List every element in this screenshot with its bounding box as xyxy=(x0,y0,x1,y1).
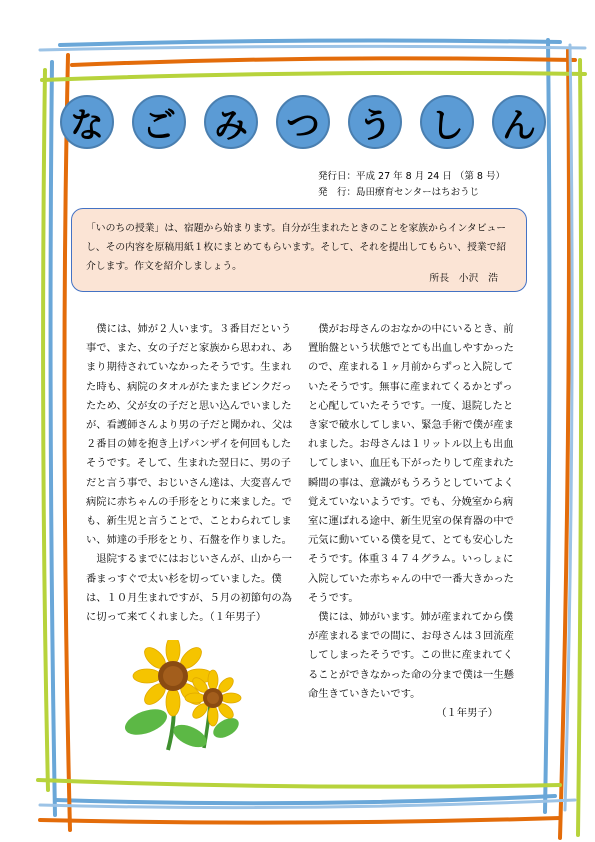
title-char: ん xyxy=(492,95,546,149)
essay-left-para2: 退院するまでにはおじいさんが、山から一番まっすぐで太い杉を切っていました。僕は、１０月生まれですが、５月の初節句の為に切って来てくれました。（１年男子） xyxy=(86,553,292,624)
title-char: う xyxy=(348,95,402,149)
essay-right-para2: 僕には、姉がいます。姉が産まれてから僕が産まれるまでの間に、お母さんは３回流産してしまったそうです。この世に産まれてくることができなかった命の分まで僕は一生懸命生きていきたいです。 xyxy=(308,611,514,700)
essay-right xyxy=(308,320,520,723)
essay-left xyxy=(86,320,298,627)
issue-date: 発行日：平成 27 年 8 月 24 日 （第 8 号） xyxy=(318,171,505,182)
sunflower-illustration xyxy=(118,640,246,752)
publisher: 発 行：島田療育センターはちおうじ xyxy=(318,187,480,198)
title-char: み xyxy=(204,95,258,149)
notice-text: 「いのちの授業」は、宿題から始まります。自分が生まれたときのことを家族からインタビューし、その内容を原稿用紙１枚にまとめてもらいます。そして、それを提出してもらい、授業で紹介します。作文を紹介しましょう。 xyxy=(86,223,507,272)
essay-right-signature: （１年男子） xyxy=(436,707,498,720)
notice-signature: 所長 小沢 浩 xyxy=(429,273,498,284)
title-char: ご xyxy=(132,95,186,149)
director-notice xyxy=(71,208,527,292)
title-char: な xyxy=(60,95,114,149)
title-char: つ xyxy=(276,95,330,149)
title-char: し xyxy=(420,95,474,149)
newsletter-title xyxy=(60,95,550,155)
essay-right-para1: 僕がお母さんのおなかの中にいるとき、前置胎盤という状態でとても出血しやすかったので、産まれる１ヶ月前からずっと入院していたそうです。無事に産まれてくるかとずっと心配していたそうです。一度、退院したとき家で破水してしまい、緊急手術で僕が産まれました。お母さんは１リットル以上も出血してしまい、血圧も下がったりして産まれた瞬間の事は、意識がもうろうとしていてよく覚えていないようです。でも、分娩室から病室に運ばれる途中、新生児室の保育器の中で元気に動いている僕を見て、とても安心したそうです。体重３４７４グラム。いっしょに入院していた赤ちゃんの中で一番大きかったそうです。 xyxy=(308,323,514,604)
essay-left-para1: 僕には、姉が２人います。３番目だという事で、また、女の子だと家族から思われ、あまり期待されていなかったそうです。生まれた時も、病院のタオルがたまたまピンクだったため、父が女の子だと思い込んでいましたが、看護師さんより男の子だと聞かれ、父は２番目の姉を抱き上げバンザイを何回もしたそうです。そして、生まれた翌日に、男の子だと言う事で、おじいさん達は、大変喜んで病院に赤ちゃんの手形をとりに来ました。でも、新生児と言うことで、ことわられてしまい、姉達の手形をとり、石盤を作りました。 xyxy=(86,323,293,547)
